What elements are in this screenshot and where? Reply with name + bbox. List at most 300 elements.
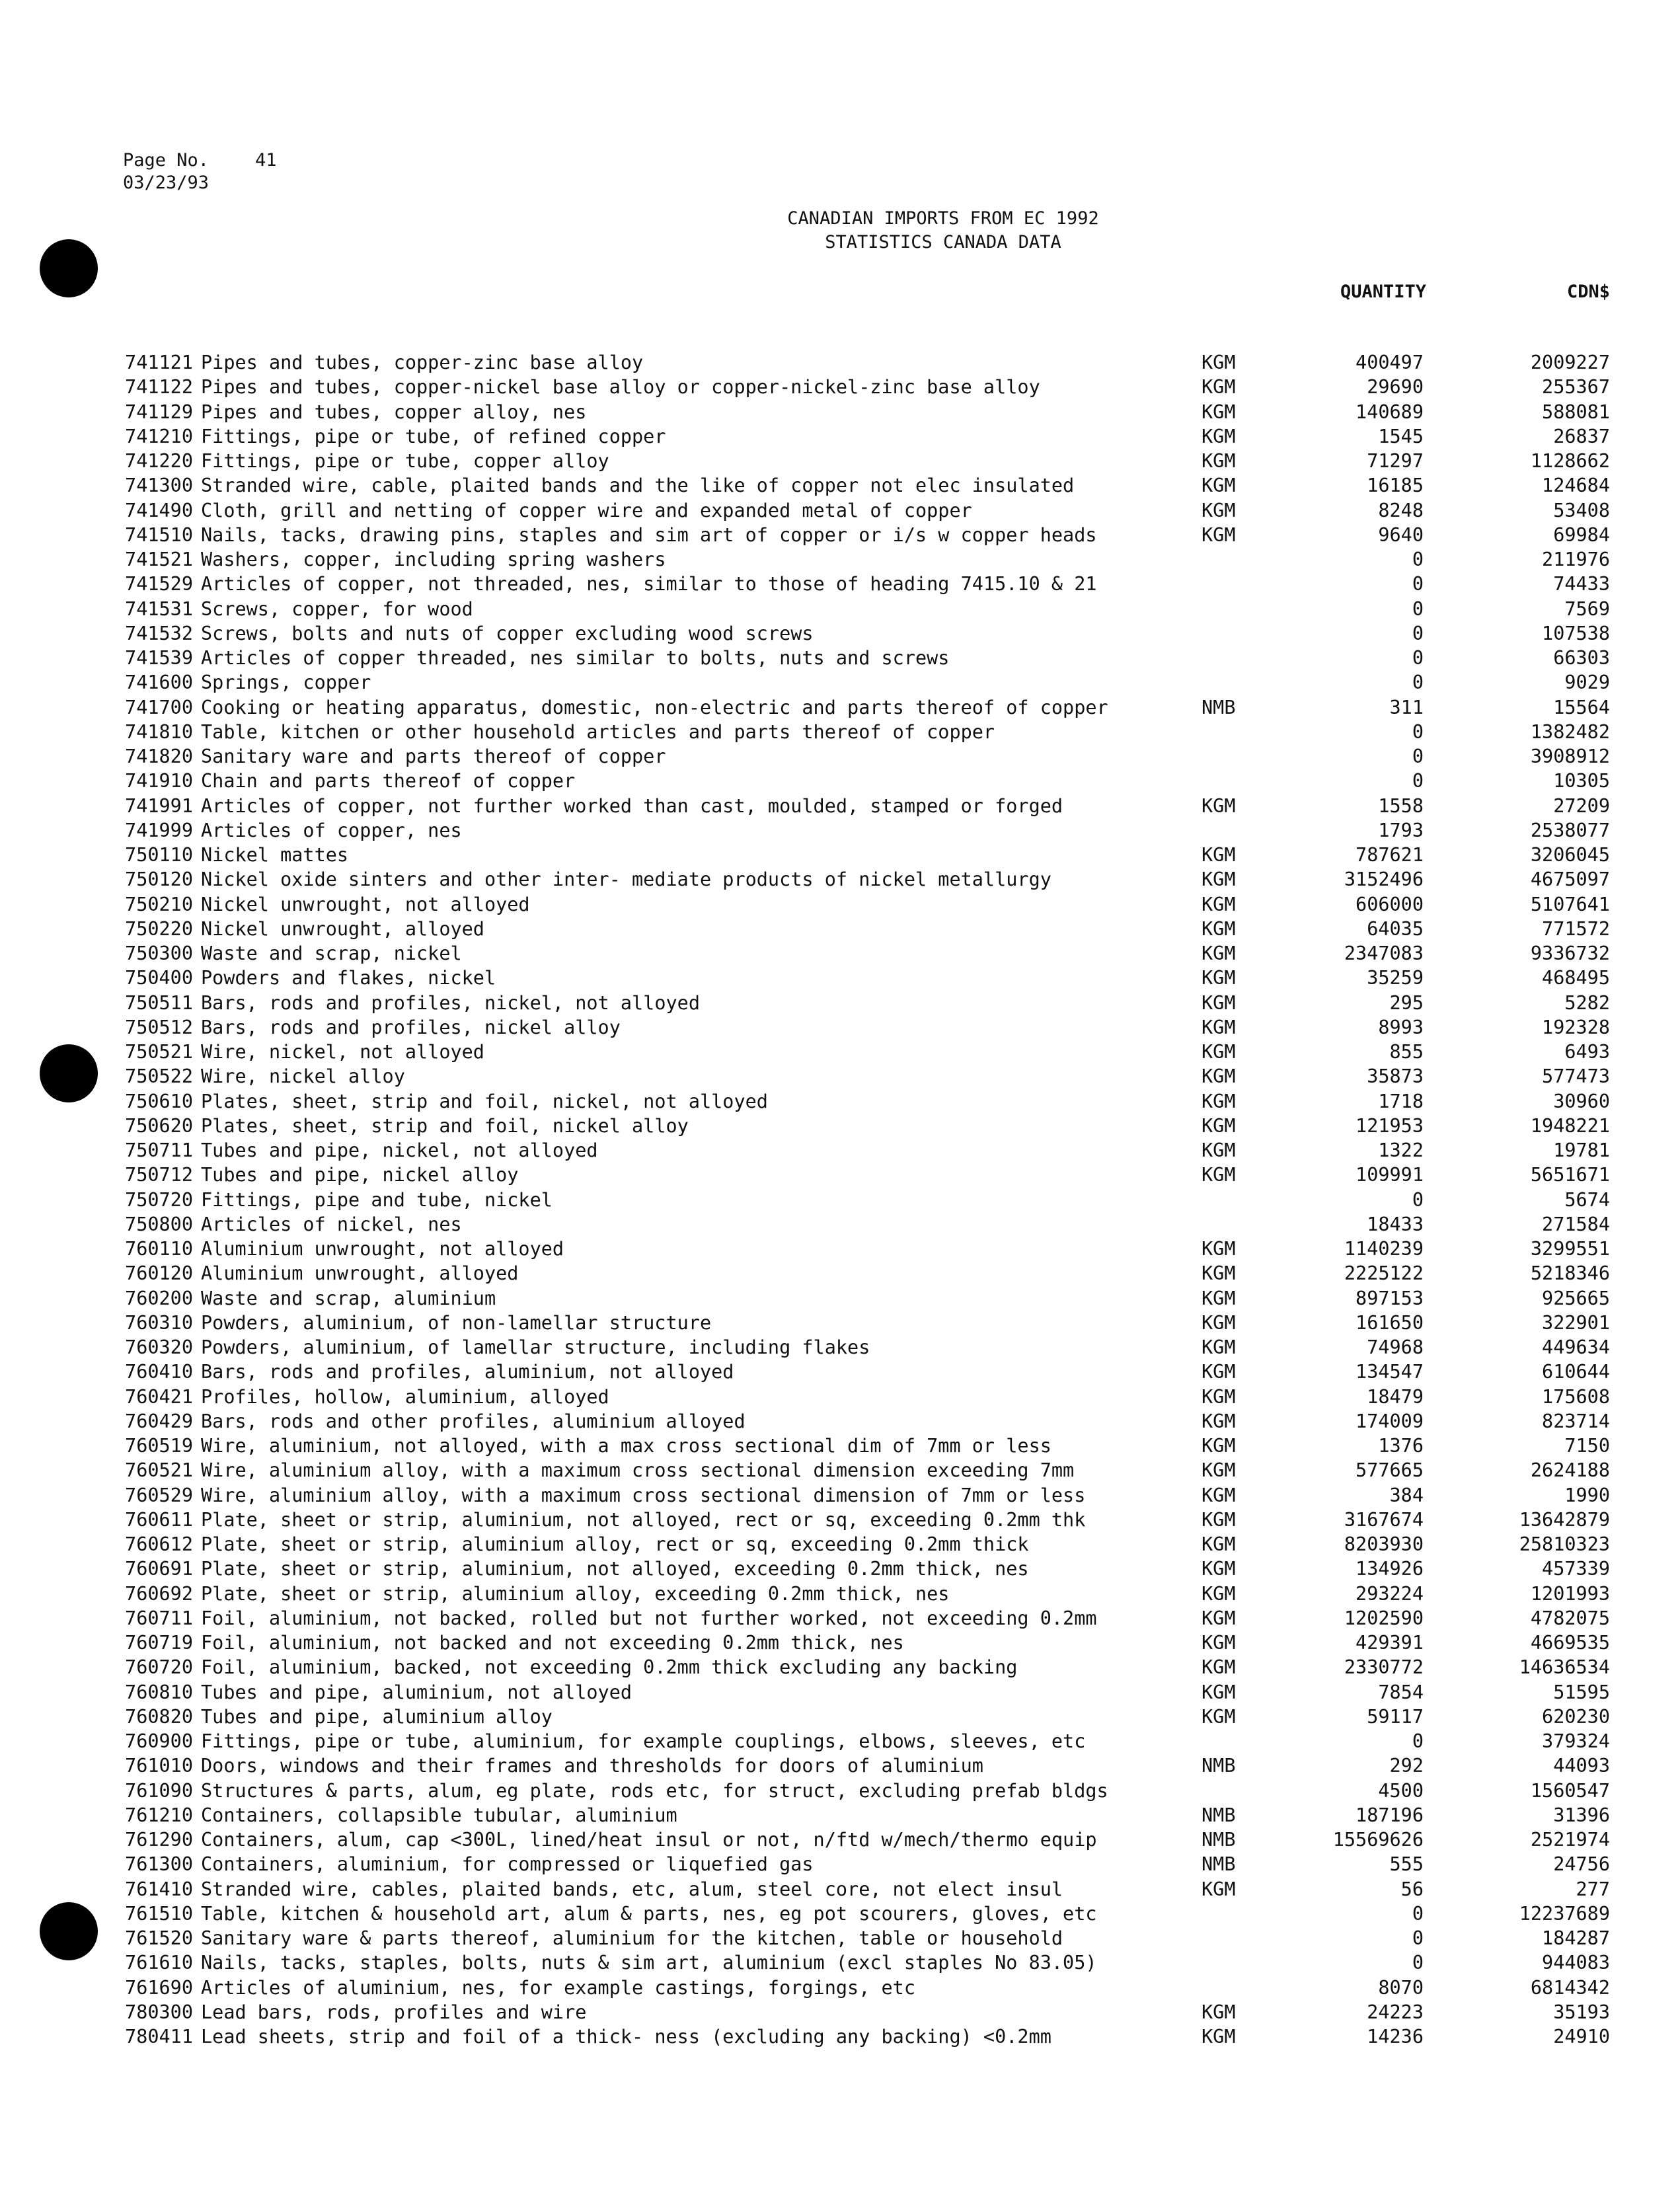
cdn-value: 5651671	[1530, 1164, 1610, 1186]
quantity-value: 2330772	[1344, 1656, 1424, 1679]
cdn-value: 5107641	[1530, 893, 1610, 915]
unit-of-measure: KGM	[1202, 844, 1236, 866]
cdn-value: 19781	[1553, 1139, 1610, 1161]
quantity-value: 24223	[1367, 2001, 1424, 2023]
quantity-value: 787621	[1355, 844, 1424, 866]
commodity-description: Washers, copper, including spring washers	[201, 549, 666, 570]
commodity-code: 750522	[125, 1065, 193, 1088]
quantity-value: 606000	[1355, 893, 1424, 915]
cdn-value: 74433	[1553, 573, 1610, 596]
commodity-code: 750120	[125, 868, 193, 891]
commodity-description: Stranded wire, cable, plaited bands and the like of copper not elec insulated	[201, 475, 1075, 497]
cdn-value: 184287	[1542, 1927, 1610, 1949]
commodity-code: 760719	[125, 1632, 193, 1654]
table-row	[0, 1803, 1680, 1828]
commodity-description: Table, kitchen & household art, alum & parts, nes, eg pot scourers, gloves, etc	[201, 1902, 1097, 1925]
cdn-value: 27209	[1553, 794, 1610, 817]
quantity-value: 0	[1412, 1188, 1424, 1211]
table-row	[0, 695, 1680, 720]
table-row	[0, 1828, 1680, 1852]
commodity-code: 750712	[125, 1164, 193, 1186]
quantity-value: 134926	[1355, 1558, 1424, 1580]
table-row	[0, 498, 1680, 523]
quantity-value: 14236	[1367, 2026, 1424, 2048]
unit-of-measure: KGM	[1202, 1435, 1236, 1457]
report-subtitle: STATISTICS CANADA DATA	[825, 232, 1061, 252]
commodity-description: Articles of copper, nes	[201, 819, 462, 841]
cdn-value: 4669535	[1530, 1632, 1610, 1654]
commodity-description: Wire, nickel, not alloyed	[201, 1041, 484, 1063]
commodity-description: Fittings, pipe or tube, aluminium, for example couplings, elbows, sleeves, etc	[201, 1730, 1086, 1752]
cdn-value: 24756	[1553, 1853, 1610, 1876]
cdn-value: 7569	[1564, 597, 1610, 620]
cdn-value: 1990	[1564, 1484, 1610, 1506]
unit-of-measure: KGM	[1202, 1607, 1236, 1629]
cdn-value: 925665	[1542, 1287, 1610, 1309]
cdn-value: 1560547	[1530, 1779, 1610, 1802]
cdn-value: 175608	[1542, 1385, 1610, 1408]
commodity-description: Containers, aluminium, for compressed or liquefied gas	[201, 1853, 814, 1876]
table-row	[0, 867, 1680, 892]
table-row	[0, 1409, 1680, 1434]
table-row	[0, 1385, 1680, 1409]
table-row	[0, 1582, 1680, 1606]
cdn-value: 5282	[1564, 991, 1610, 1014]
commodity-description: Cooking or heating apparatus, domestic, non-electric and parts thereof of copper	[201, 696, 1108, 718]
cdn-value: 30960	[1553, 1090, 1610, 1112]
table-row	[0, 1114, 1680, 1138]
quantity-value: 0	[1412, 770, 1424, 792]
commodity-description: Aluminium unwrought, alloyed	[201, 1262, 519, 1285]
cdn-value: 620230	[1542, 1705, 1610, 1728]
quantity-value: 16185	[1367, 475, 1424, 497]
commodity-description: Fittings, pipe and tube, nickel	[201, 1188, 553, 1211]
table-row	[0, 646, 1680, 670]
quantity-value: 1140239	[1344, 1238, 1424, 1260]
table-row	[0, 1508, 1680, 1532]
quantity-value: 7854	[1378, 1681, 1424, 1703]
commodity-code: 760612	[125, 1533, 193, 1555]
quantity-value: 293224	[1355, 1582, 1424, 1605]
unit-of-measure: KGM	[1202, 1459, 1236, 1482]
table-row	[0, 1631, 1680, 1655]
unit-of-measure: KGM	[1202, 1164, 1236, 1186]
commodity-code: 760410	[125, 1361, 193, 1383]
commodity-description: Plate, sheet or strip, aluminium, not alloyed, rect or sq, exceeding 0.2mm thk	[201, 1508, 1086, 1531]
commodity-description: Bars, rods and other profiles, aluminium alloyed	[201, 1410, 745, 1432]
commodity-description: Tubes and pipe, nickel, not alloyed	[201, 1139, 598, 1161]
quantity-value: 18433	[1367, 1213, 1424, 1235]
cdn-value: 457339	[1542, 1558, 1610, 1580]
commodity-code: 741531	[125, 597, 193, 620]
table-row	[0, 1680, 1680, 1705]
cdn-value: 577473	[1542, 1065, 1610, 1088]
unit-of-measure: KGM	[1202, 1533, 1236, 1555]
commodity-description: Plate, sheet or strip, aluminium alloy, rect or sq, exceeding 0.2mm thick	[201, 1533, 1029, 1555]
commodity-description: Wire, aluminium, not alloyed, with a max cross sectional dim of 7mm or less	[201, 1435, 1051, 1457]
quantity-value: 855	[1389, 1041, 1424, 1063]
table-row	[0, 1089, 1680, 1114]
table-row	[0, 1976, 1680, 2000]
table-row	[0, 621, 1680, 646]
table-row	[0, 1335, 1680, 1360]
unit-of-measure: KGM	[1202, 1705, 1236, 1728]
quantity-value: 8070	[1378, 1976, 1424, 1999]
unit-of-measure: KGM	[1202, 1878, 1236, 1900]
commodity-description: Pipes and tubes, copper alloy, nes	[201, 401, 587, 423]
column-header-cdn: CDN$	[1566, 282, 1610, 302]
quantity-value: 1718	[1378, 1090, 1424, 1112]
table-row	[0, 794, 1680, 818]
unit-of-measure: KGM	[1202, 1016, 1236, 1038]
commodity-description: Foil, aluminium, not backed, rolled but not further worked, not exceeding 0.2mm	[201, 1607, 1097, 1629]
commodity-description: Screws, copper, for wood	[201, 597, 473, 620]
commodity-description: Powders and flakes, nickel	[201, 967, 496, 989]
unit-of-measure: KGM	[1202, 1361, 1236, 1383]
commodity-code: 760611	[125, 1508, 193, 1531]
quantity-value: 0	[1412, 647, 1424, 669]
quantity-value: 0	[1412, 1927, 1424, 1949]
unit-of-measure: KGM	[1202, 352, 1236, 373]
cdn-value: 1128662	[1530, 450, 1610, 472]
commodity-code: 741991	[125, 794, 193, 817]
commodity-code: 761610	[125, 1952, 193, 1974]
commodity-code: 750800	[125, 1213, 193, 1235]
cdn-value: 610644	[1542, 1361, 1610, 1383]
commodity-description: Articles of copper threaded, nes similar to bolts, nuts and screws	[201, 647, 950, 669]
cdn-value: 107538	[1542, 622, 1610, 644]
commodity-description: Sanitary ware and parts thereof of copper	[201, 746, 666, 767]
quantity-value: 161650	[1355, 1311, 1424, 1334]
commodity-description: Wire, nickel alloy	[201, 1065, 405, 1088]
quantity-value: 555	[1389, 1853, 1424, 1876]
table-row	[0, 1729, 1680, 1753]
table-row	[0, 572, 1680, 596]
unit-of-measure: KGM	[1202, 917, 1236, 940]
quantity-value: 187196	[1355, 1804, 1424, 1826]
commodity-code: 760711	[125, 1607, 193, 1629]
cdn-value: 588081	[1542, 401, 1610, 423]
cdn-value: 5674	[1564, 1188, 1610, 1211]
commodity-code: 741529	[125, 573, 193, 596]
cdn-value: 5218346	[1530, 1262, 1610, 1285]
commodity-code: 760120	[125, 1262, 193, 1285]
quantity-value: 140689	[1355, 401, 1424, 423]
cdn-value: 3908912	[1530, 746, 1610, 767]
table-row	[0, 473, 1680, 498]
quantity-value: 2347083	[1344, 943, 1424, 964]
commodity-code: 750511	[125, 991, 193, 1014]
commodity-code: 741122	[125, 376, 193, 399]
unit-of-measure: KGM	[1202, 1484, 1236, 1506]
commodity-description: Pipes and tubes, copper-nickel base alloy or copper-nickel-zinc base alloy	[201, 376, 1040, 399]
table-row	[0, 991, 1680, 1015]
commodity-code: 741210	[125, 425, 193, 447]
quantity-value: 3167674	[1344, 1508, 1424, 1531]
cdn-value: 6814342	[1530, 1976, 1610, 1999]
table-row	[0, 1237, 1680, 1261]
quantity-value: 0	[1412, 1730, 1424, 1752]
unit-of-measure: KGM	[1202, 1582, 1236, 1605]
table-row	[0, 1360, 1680, 1384]
commodity-code: 741220	[125, 450, 193, 472]
unit-of-measure: KGM	[1202, 943, 1236, 964]
commodity-code: 780300	[125, 2001, 193, 2023]
table-row	[0, 1877, 1680, 1902]
commodity-code: 760810	[125, 1681, 193, 1703]
table-row	[0, 843, 1680, 867]
commodity-code: 750720	[125, 1188, 193, 1211]
cdn-value: 823714	[1542, 1410, 1610, 1432]
table-row	[0, 1212, 1680, 1237]
quantity-value: 0	[1412, 573, 1424, 596]
quantity-value: 897153	[1355, 1287, 1424, 1309]
table-row	[0, 1753, 1680, 1778]
commodity-code: 760692	[125, 1582, 193, 1605]
unit-of-measure: KGM	[1202, 893, 1236, 915]
cdn-value: 31396	[1553, 1804, 1610, 1826]
commodity-code: 760421	[125, 1385, 193, 1408]
quantity-value: 295	[1389, 991, 1424, 1014]
quantity-value: 384	[1389, 1484, 1424, 1506]
commodity-code: 761690	[125, 1976, 193, 1999]
table-row	[0, 1286, 1680, 1311]
cdn-value: 124684	[1542, 475, 1610, 497]
quantity-value: 174009	[1355, 1410, 1424, 1432]
table-row	[0, 966, 1680, 990]
quantity-value: 121953	[1355, 1114, 1424, 1137]
commodity-code: 750210	[125, 893, 193, 915]
table-row	[0, 424, 1680, 449]
quantity-value: 0	[1412, 1902, 1424, 1925]
cdn-value: 379324	[1542, 1730, 1610, 1752]
quantity-value: 71297	[1367, 450, 1424, 472]
cdn-value: 2538077	[1530, 819, 1610, 841]
commodity-description: Nails, tacks, drawing pins, staples and sim art of copper or i/s w copper heads	[201, 523, 1097, 546]
unit-of-measure: KGM	[1202, 1508, 1236, 1531]
commodity-code: 760900	[125, 1730, 193, 1752]
quantity-value: 1376	[1378, 1435, 1424, 1457]
cdn-value: 6493	[1564, 1041, 1610, 1063]
unit-of-measure: KGM	[1202, 1558, 1236, 1580]
table-row	[0, 1950, 1680, 1975]
table-row	[0, 350, 1680, 375]
cdn-value: 9336732	[1530, 943, 1610, 964]
commodity-code: 760110	[125, 1238, 193, 1260]
commodity-code: 741910	[125, 770, 193, 792]
cdn-value: 277	[1576, 1878, 1610, 1900]
commodity-code: 750220	[125, 917, 193, 940]
unit-of-measure: KGM	[1202, 401, 1236, 423]
quantity-value: 35259	[1367, 967, 1424, 989]
cdn-value: 322901	[1542, 1311, 1610, 1334]
table-row	[0, 1188, 1680, 1212]
quantity-value: 0	[1412, 720, 1424, 743]
table-row	[0, 1040, 1680, 1064]
cdn-value: 14636534	[1519, 1656, 1610, 1679]
commodity-code: 741810	[125, 720, 193, 743]
commodity-code: 761210	[125, 1804, 193, 1826]
quantity-value: 59117	[1367, 1705, 1424, 1728]
commodity-code: 741999	[125, 819, 193, 841]
cdn-value: 35193	[1553, 2001, 1610, 2023]
unit-of-measure: KGM	[1202, 1065, 1236, 1088]
commodity-code: 761410	[125, 1878, 193, 1900]
table-row	[0, 1483, 1680, 1508]
quantity-value: 0	[1412, 549, 1424, 570]
cdn-value: 2009227	[1530, 352, 1610, 373]
quantity-value: 0	[1412, 746, 1424, 767]
commodity-description: Doors, windows and their frames and thresholds for doors of aluminium	[201, 1755, 983, 1777]
quantity-value: 3152496	[1344, 868, 1424, 891]
quantity-value: 8248	[1378, 499, 1424, 521]
unit-of-measure: KGM	[1202, 1262, 1236, 1285]
cdn-value: 13642879	[1519, 1508, 1610, 1531]
quantity-value: 577665	[1355, 1459, 1424, 1482]
unit-of-measure: KGM	[1202, 523, 1236, 546]
table-row	[0, 720, 1680, 744]
unit-of-measure: KGM	[1202, 1632, 1236, 1654]
cdn-value: 211976	[1542, 549, 1610, 570]
cdn-value: 7150	[1564, 1435, 1610, 1457]
commodity-description: Articles of copper, not further worked than cast, moulded, stamped or forged	[201, 794, 1063, 817]
commodity-code: 760521	[125, 1459, 193, 1482]
commodity-description: Fittings, pipe or tube, copper alloy	[201, 450, 609, 472]
commodity-code: 761090	[125, 1779, 193, 1802]
table-row	[0, 1434, 1680, 1458]
unit-of-measure: NMB	[1202, 696, 1236, 718]
commodity-code: 761290	[125, 1829, 193, 1851]
commodity-code: 760320	[125, 1336, 193, 1358]
commodity-description: Nickel unwrought, alloyed	[201, 917, 484, 940]
quantity-value: 1545	[1378, 425, 1424, 447]
commodity-code: 741700	[125, 696, 193, 718]
commodity-description: Powders, aluminium, of lamellar structure, including flakes	[201, 1336, 870, 1358]
unit-of-measure: KGM	[1202, 794, 1236, 817]
commodity-description: Tubes and pipe, aluminium alloy	[201, 1705, 553, 1728]
quantity-value: 109991	[1355, 1164, 1424, 1186]
commodity-code: 750400	[125, 967, 193, 989]
cdn-value: 26837	[1553, 425, 1610, 447]
table-row	[0, 769, 1680, 793]
quantity-value: 56	[1400, 1878, 1424, 1900]
table-row	[0, 1138, 1680, 1163]
table-row	[0, 670, 1680, 695]
commodity-description: Wire, aluminium alloy, with a maximum cross sectional dimension exceeding 7mm	[201, 1459, 1075, 1482]
table-row	[0, 1261, 1680, 1286]
commodity-description: Waste and scrap, aluminium	[201, 1287, 496, 1309]
cdn-value: 10305	[1553, 770, 1610, 792]
quantity-value: 429391	[1355, 1632, 1424, 1654]
commodity-description: Plates, sheet, strip and foil, nickel alloy	[201, 1114, 689, 1137]
report-date: 03/23/93	[123, 173, 210, 193]
commodity-description: Pipes and tubes, copper-zinc base alloy	[201, 352, 644, 373]
cdn-value: 468495	[1542, 967, 1610, 989]
commodity-code: 741510	[125, 523, 193, 546]
commodity-description: Sanitary ware & parts thereof, aluminium for the kitchen, table or household	[201, 1927, 1063, 1949]
commodity-code: 761510	[125, 1902, 193, 1925]
cdn-value: 3206045	[1530, 844, 1610, 866]
commodity-code: 750300	[125, 943, 193, 964]
commodity-code: 760529	[125, 1484, 193, 1506]
commodity-code: 750521	[125, 1041, 193, 1063]
table-row	[0, 1606, 1680, 1631]
commodity-code: 741600	[125, 672, 193, 694]
table-row	[0, 1705, 1680, 1729]
table-row	[0, 941, 1680, 966]
unit-of-measure: NMB	[1202, 1755, 1236, 1777]
cdn-value: 771572	[1542, 917, 1610, 940]
commodity-code: 760820	[125, 1705, 193, 1728]
unit-of-measure: KGM	[1202, 1336, 1236, 1358]
quantity-value: 18479	[1367, 1385, 1424, 1408]
table-row	[0, 818, 1680, 843]
cdn-value: 25810323	[1519, 1533, 1610, 1555]
commodity-description: Articles of nickel, nes	[201, 1213, 462, 1235]
quantity-value: 2225122	[1344, 1262, 1424, 1285]
quantity-value: 0	[1412, 1952, 1424, 1974]
table-row	[0, 547, 1680, 572]
unit-of-measure: KGM	[1202, 868, 1236, 891]
quantity-value: 1793	[1378, 819, 1424, 841]
table-row	[0, 1902, 1680, 1926]
quantity-value: 0	[1412, 597, 1424, 620]
commodity-code: 741121	[125, 352, 193, 373]
quantity-value: 8203930	[1344, 1533, 1424, 1555]
commodity-description: Foil, aluminium, backed, not exceeding 0.2mm thick excluding any backing	[201, 1656, 1018, 1679]
table-row	[0, 1655, 1680, 1679]
commodity-description: Table, kitchen or other household articles and parts thereof of copper	[201, 720, 995, 743]
cdn-value: 4675097	[1530, 868, 1610, 891]
unit-of-measure: KGM	[1202, 425, 1236, 447]
quantity-value: 8993	[1378, 1016, 1424, 1038]
commodity-code: 750610	[125, 1090, 193, 1112]
quantity-value: 15569626	[1332, 1829, 1424, 1851]
commodity-code: 761300	[125, 1853, 193, 1876]
unit-of-measure: KGM	[1202, 1114, 1236, 1137]
commodity-description: Structures & parts, alum, eg plate, rods etc, for struct, excluding prefab bldgs	[201, 1779, 1108, 1802]
table-row	[0, 375, 1680, 399]
column-header-quantity: QUANTITY	[1340, 282, 1426, 302]
table-row	[0, 1779, 1680, 1803]
unit-of-measure: KGM	[1202, 967, 1236, 989]
commodity-code: 741129	[125, 401, 193, 423]
table-row	[0, 449, 1680, 473]
unit-of-measure: KGM	[1202, 1656, 1236, 1679]
commodity-description: Springs, copper	[201, 672, 371, 694]
page-label: Page No.	[123, 150, 210, 171]
cdn-value: 2624188	[1530, 1459, 1610, 1482]
table-row	[0, 1557, 1680, 1581]
commodity-description: Profiles, hollow, aluminium, alloyed	[201, 1385, 609, 1408]
commodity-description: Tubes and pipe, aluminium, not alloyed	[201, 1681, 632, 1703]
commodity-description: Articles of copper, not threaded, nes, similar to those of heading 7415.10 & 21	[201, 573, 1097, 596]
imports-table	[0, 350, 1680, 2049]
cdn-value: 449634	[1542, 1336, 1610, 1358]
page-number: 41	[255, 150, 277, 171]
table-row	[0, 597, 1680, 621]
quantity-value: 4500	[1378, 1779, 1424, 1802]
quantity-value: 29690	[1367, 376, 1424, 399]
commodity-code: 750711	[125, 1139, 193, 1161]
table-row	[0, 1852, 1680, 1876]
commodity-code: 750620	[125, 1114, 193, 1137]
table-row	[0, 1532, 1680, 1557]
cdn-value: 4782075	[1530, 1607, 1610, 1629]
commodity-code: 760691	[125, 1558, 193, 1580]
quantity-value: 0	[1412, 622, 1424, 644]
unit-of-measure: KGM	[1202, 1385, 1236, 1408]
